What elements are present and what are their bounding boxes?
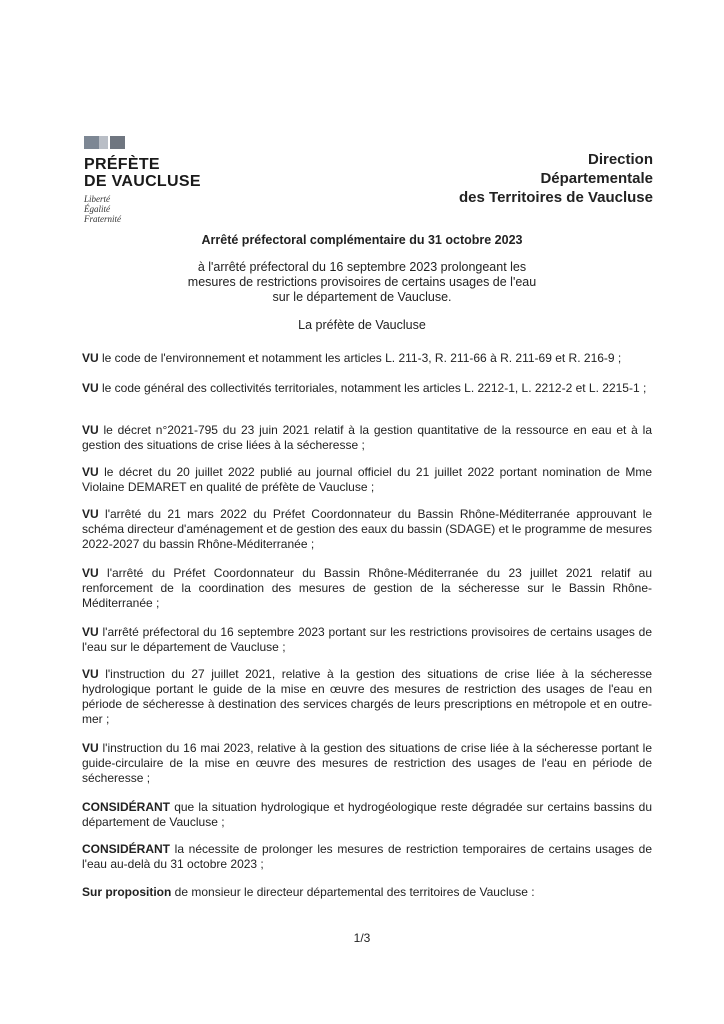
paragraph-text: le code de l'environnement et notamment les articles L. 211-3, R. 211-66 à R. 211-69 et R. 216-9 ; [98, 351, 622, 365]
paragraph-text: l'arrêté du 21 mars 2022 du Préfet Coordonnateur du Bassin Rhône-Méditerranée approuvant le schéma directeur d'aménagement et de gestion des eaux du bassin (SDAGE) et le programme de mesures 2022-2027 du bassin Rhône-Méditerranée ; [82, 507, 652, 551]
subtitle-line2: mesures de restrictions provisoires de certains usages de l'eau [187, 275, 537, 289]
paragraph-lead: VU [82, 566, 99, 580]
paragraph-text: l'instruction du 16 mai 2023, relative à la gestion des situations de crise liée à la sécheresse portant le guide-circulaire de la mise en œuvre des mesures de restriction des usages de l'eau en période de sécheresse ; [82, 741, 652, 785]
paragraph-vu-instruction-2021 [82, 667, 652, 727]
paragraph-text: de monsieur le directeur départemental des territoires de Vaucluse : [171, 885, 535, 899]
subtitle-line1: à l'arrêté préfectoral du 16 septembre 2023 prolongeant les [197, 260, 527, 274]
paragraph-lead: VU [82, 423, 99, 437]
paragraph-lead: VU [82, 507, 99, 521]
paragraph-lead: VU [82, 625, 99, 639]
paragraph-text: l'arrêté préfectoral du 16 septembre 2023 portant sur les restrictions provisoires de certains usages de l'eau sur le département de Vaucluse ; [82, 625, 652, 654]
motto-liberte: Liberté [84, 194, 110, 204]
paragraph-considerant-situation [82, 800, 652, 830]
paragraph-lead: CONSIDÉRANT [82, 842, 171, 856]
paragraph-lead: VU [82, 741, 99, 755]
direction-line1: Direction [587, 151, 653, 168]
document-title: Arrêté préfectoral complémentaire du 31 octobre 2023 [201, 233, 523, 247]
paragraph-vu-code-environnement [82, 351, 652, 366]
paragraph-text: le décret du 20 juillet 2022 publié au journal officiel du 21 juillet 2022 portant nomination de Mme Violaine DEMARET en qualité de préfète de Vaucluse ; [82, 465, 652, 494]
issuing-authority: La préfète de Vaucluse [298, 318, 426, 332]
paragraph-text: que la situation hydrologique et hydrogéologique reste dégradée sur certains bassins du département de Vaucluse ; [82, 800, 652, 829]
paragraph-text: l'instruction du 27 juillet 2021, relative à la gestion des situations de crise liée à la sécheresse hydrologique portant le guide de la mise en œuvre des mesures de restriction des usages de l'eau en période de sécheresse à destination des services chargés de leurs prescriptions en métropole et en outre-mer ; [82, 667, 652, 726]
paragraph-vu-instruction-2023 [82, 741, 652, 786]
page-number: 1/3 [353, 931, 371, 945]
paragraph-vu-decret-2021 [82, 423, 652, 453]
paragraph-lead: VU [82, 351, 99, 365]
paragraph-lead: Sur proposition [82, 885, 172, 899]
document-subtitle [0, 260, 724, 305]
paragraph-sur-proposition [82, 885, 652, 900]
paragraph-lead: VU [82, 381, 99, 395]
logo-motto [84, 194, 224, 224]
motto-egalite: Égalité [84, 204, 110, 214]
direction-line2: Départementale [540, 170, 653, 187]
paragraph-text: le code général des collectivités territoriales, notamment les articles L. 2212-1, L. 2212-2 et L. 2215-1 ; [98, 381, 647, 395]
paragraph-vu-sdage [82, 507, 652, 552]
direction-heading [459, 150, 653, 207]
marianne-flag-icon [84, 134, 128, 150]
paragraph-lead: VU [82, 465, 99, 479]
paragraph-lead: CONSIDÉRANT [82, 800, 171, 814]
motto-fraternite: Fraternité [84, 214, 121, 224]
paragraph-vu-arrete-bassin [82, 566, 652, 611]
paragraph-text: l'arrêté du Préfet Coordonnateur du Bassin Rhône-Méditerranée du 23 juillet 2021 relatif au renforcement de la coordination des mesures de gestion de la sécheresse sur le Bassin Rhône-Méditerranée ; [82, 566, 652, 610]
paragraph-vu-cgct [82, 381, 652, 396]
paragraph-text: le décret n°2021-795 du 23 juin 2021 relatif à la gestion quantitative de la ressource en eau et à la gestion des situations de crise liées à la sécheresse ; [82, 423, 652, 452]
paragraph-lead: VU [82, 667, 99, 681]
paragraph-vu-arrete-prefectoral [82, 625, 652, 655]
prefecture-logo [84, 134, 224, 224]
logo-line1: PRÉFÈTE [84, 156, 160, 173]
paragraph-vu-decret-2022 [82, 465, 652, 495]
paragraph-considerant-prolongation [82, 842, 652, 872]
subtitle-line3: sur le département de Vaucluse. [272, 290, 452, 304]
logo-line2: DE VAUCLUSE [84, 173, 201, 190]
paragraph-text: la nécessite de prolonger les mesures de restriction temporaires de certains usages de l'eau au-delà du 31 octobre 2023 ; [82, 842, 652, 871]
direction-line3: des Territoires de Vaucluse [459, 189, 653, 206]
